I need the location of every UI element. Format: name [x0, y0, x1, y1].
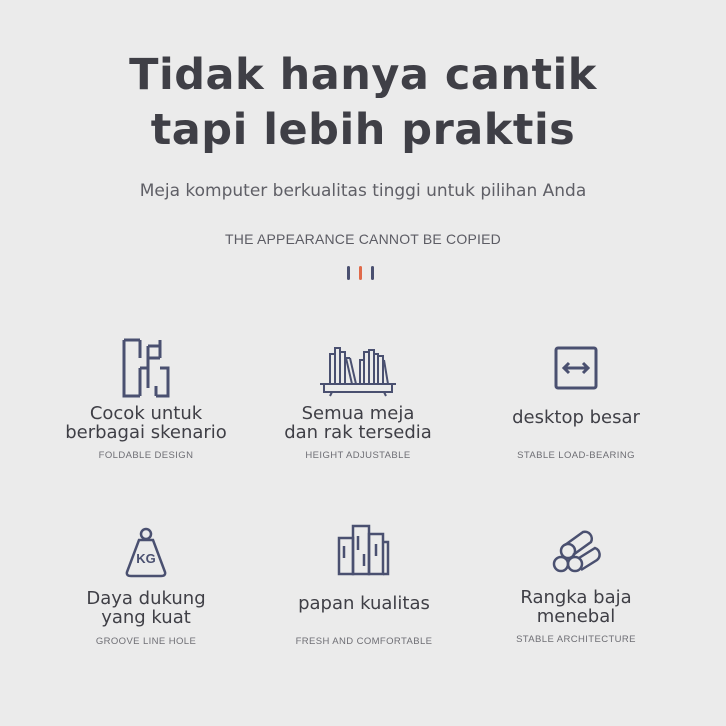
feature-label-line-1: desktop besar	[512, 407, 640, 428]
feature-label-line-1: Rangka baja	[520, 587, 632, 608]
bookshelf-icon	[318, 338, 398, 398]
feature-scenario	[36, 338, 256, 461]
accent-dots	[347, 266, 377, 280]
feature-label-line-2: dan rak tersedia	[284, 422, 432, 443]
feature-label-line-2: berbagai skenario	[65, 422, 227, 443]
feature-caption: HEIGHT ADJUSTABLE	[305, 450, 411, 461]
page-title	[0, 48, 726, 158]
feature-label-line-2: yang kuat	[101, 607, 191, 628]
svg-text:KG: KG	[136, 551, 156, 566]
steel-pipes-icon	[551, 526, 601, 576]
accent-dot-1	[347, 266, 350, 280]
feature-label-line-1: Daya dukung	[86, 588, 206, 609]
feature-desktop	[466, 346, 686, 461]
subtitle: Meja komputer berkualitas tinggi untuk pilihan Anda	[139, 181, 587, 201]
feature-label-line-1: Cocok untuk	[89, 403, 203, 424]
feature-board	[254, 522, 474, 647]
floorplan-icon	[120, 338, 172, 398]
feature-load	[36, 526, 256, 647]
wood-panel-icon	[336, 522, 392, 578]
feature-caption: FRESH AND COMFORTABLE	[295, 636, 433, 647]
feature-caption: FOLDABLE DESIGN	[98, 450, 194, 461]
title-line-2: tapi lebih praktis	[150, 105, 576, 155]
tagline: THE APPEARANCE CANNOT BE COPIED	[225, 231, 501, 247]
accent-dot-2	[359, 266, 362, 280]
feature-label-line-1: papan kualitas	[298, 593, 430, 614]
kg-weight-icon	[121, 526, 171, 580]
title-line-1: Tidak hanya cantik	[129, 50, 597, 100]
feature-caption: GROOVE LINE HOLE	[95, 636, 197, 647]
feature-frame	[466, 526, 686, 645]
feature-caption: STABLE LOAD-BEARING	[517, 450, 635, 461]
feature-label-line-1: Semua meja	[301, 403, 415, 424]
feature-label-line-2: menebal	[536, 606, 616, 627]
feature-shelves	[248, 338, 468, 461]
expand-icon	[554, 346, 598, 390]
feature-caption: STABLE ARCHITECTURE	[516, 634, 636, 645]
accent-dot-3	[371, 266, 374, 280]
